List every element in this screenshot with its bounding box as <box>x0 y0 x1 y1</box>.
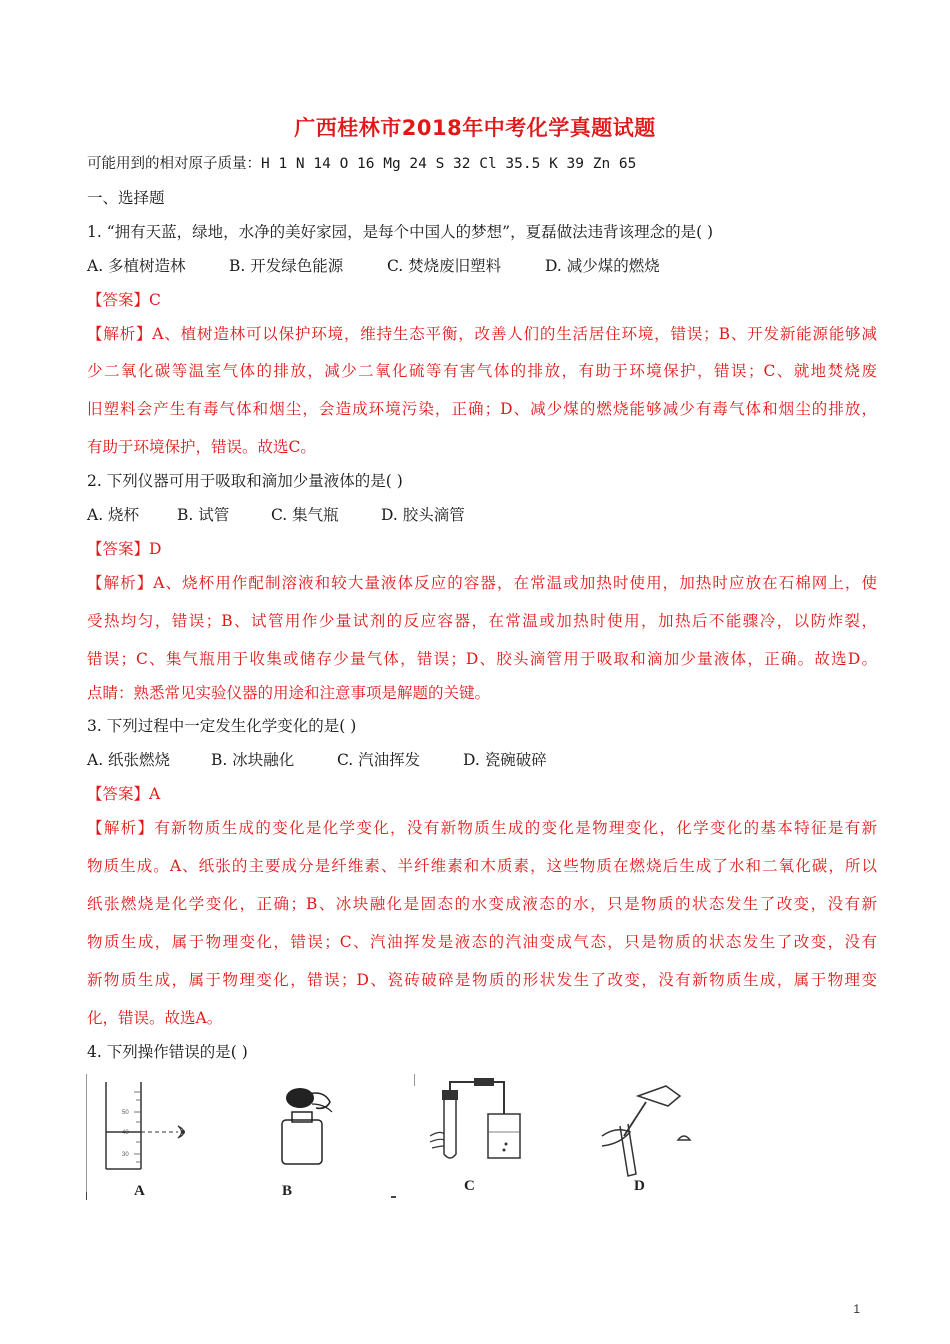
q2-analysis-line: 受热均匀，错误；B、试管用作少量试剂的反应容器，在常温或加热时使用，加热后不能骤冷，以防炸裂， <box>87 612 877 630</box>
figure-b-smelling-gas <box>268 1082 348 1172</box>
q2-stem: 2. 下列仪器可用于吸取和滴加少量液体的是( ) <box>87 472 403 490</box>
q2-options <box>87 505 877 525</box>
figure-label-a: A <box>134 1183 145 1199</box>
q1-analysis-line: 少二氧化碳等温室气体的排放，减少二氧化硫等有害气体的排放，有助于环境保护，错误；C、就地焚烧废 <box>87 362 877 380</box>
q2-option-a: A. 烧杯 <box>87 506 140 524</box>
solid-granule-icon <box>678 1136 690 1140</box>
figure-label-c: C <box>464 1178 475 1194</box>
head-icon <box>286 1088 314 1108</box>
figure-a-cylinder-reading <box>86 1074 206 1204</box>
q2-option-c: C. 集气瓶 <box>271 506 339 524</box>
q2-option-b: B. 试管 <box>177 506 230 524</box>
q1-option-d: D. 减少煤的燃烧 <box>545 257 660 275</box>
cylinder-tick-label: 40 <box>122 1130 129 1136</box>
test-tube-icon <box>444 1100 456 1158</box>
q3-analysis-line: 化，错误。故选A。 <box>87 1009 223 1027</box>
q1-analysis-line: 有助于环境保护，错误。故选C。 <box>87 438 316 456</box>
figure-label-b: B <box>282 1183 293 1199</box>
q3-options <box>87 750 877 770</box>
q3-analysis-line: 物质生成，属于物理变化，错误；C、汽油挥发是液态的汽油变成气态，只是物质的状态发生了改变，没有 <box>87 933 877 951</box>
figure-c-airtightness-check <box>414 1074 534 1174</box>
section-heading: 一、选择题 <box>87 189 165 207</box>
scan-artifact <box>86 1192 87 1200</box>
q3-option-b: B. 冰块融化 <box>211 751 295 769</box>
page-title: 广西桂林市2018年中考化学真题试题 <box>294 116 656 140</box>
q3-analysis-line: 新物质生成，属于物理变化，错误；D、瓷砖破碎是物质的形状发生了改变，没有新物质生成，属于物理变 <box>87 971 877 989</box>
q3-analysis-line: 【解析】有新物质生成的变化是化学变化，没有新物质生成的变化是物理变化，化学变化的基本特征是有新 <box>87 819 877 837</box>
stopper-icon <box>442 1090 458 1100</box>
q2-analysis-line: 错误；C、集气瓶用于收集或储存少量气体，错误；D、胶头滴管用于吸取和滴加少量液体，正确。故选D。 <box>87 650 877 668</box>
q2-tip: 点睛：熟悉常见实验仪器的用途和注意事项是解题的关键。 <box>87 684 491 702</box>
q2-answer: 【答案】D <box>87 540 162 558</box>
q3-option-c: C. 汽油挥发 <box>337 751 421 769</box>
q1-options <box>87 256 877 276</box>
cylinder-tick-label: 30 <box>122 1152 129 1158</box>
q1-analysis-line: 【解析】A、植树造林可以保护环境，维持生态平衡，改善人们的生活居住环境，错误；B、开发新能源能够减 <box>87 325 877 343</box>
q4-stem: 4. 下列操作错误的是( ) <box>87 1043 248 1061</box>
q3-stem: 3. 下列过程中一定发生化学变化的是( ) <box>87 717 357 735</box>
q2-option-d: D. 胶头滴管 <box>381 506 465 524</box>
q3-answer: 【答案】A <box>87 785 161 803</box>
gas-bottle-icon <box>282 1120 322 1164</box>
q3-option-d: D. 瓷碗破碎 <box>463 751 547 769</box>
q1-option-b: B. 开发绿色能源 <box>229 257 344 275</box>
q1-stem: 1. “拥有天蓝，绿地，水净的美好家园，是每个中国人的梦想”，夏磊做法违背该理念的是( ) <box>87 223 714 241</box>
q3-analysis-line: 纸张燃烧是化学变化，正确；B、冰块融化是固态的水变成液态的水，只是物质的状态发生了改变，没有新 <box>87 895 877 913</box>
page-number: 1 <box>853 1302 860 1316</box>
scan-artifact <box>391 1196 396 1198</box>
hand-icon <box>430 1132 444 1148</box>
cylinder-tick-label: 50 <box>122 1110 129 1116</box>
q1-answer: 【答案】C <box>87 291 161 309</box>
figure-label-d: D <box>634 1178 645 1194</box>
q3-analysis-line: 物质生成。A、纸张的主要成分是纤维素、半纤维素和木质素，这些物质在燃烧后生成了水和二氧化碳，所以 <box>87 857 877 875</box>
atomic-mass-line: 可能用到的相对原子质量：H 1 N 14 O 16 Mg 24 S 32 Cl 35.5 K 39 Zn 65 <box>87 156 637 172</box>
q1-option-c: C. 焚烧废旧塑料 <box>387 257 502 275</box>
q1-analysis-line: 旧塑料会产生有毒气体和烟尘，会造成环境污染，正确；D、减少煤的燃烧能够减少有毒气体和烟尘的排放， <box>87 400 877 418</box>
figure-d-adding-solid <box>598 1080 698 1180</box>
q1-option-a: A. 多植树造林 <box>87 257 186 275</box>
q3-option-a: A. 纸张燃烧 <box>87 751 171 769</box>
q2-analysis-line: 【解析】A、烧杯用作配制溶液和较大量液体反应的容器，在常温或加热时使用，加热时应放在石棉网上，使 <box>87 574 877 592</box>
